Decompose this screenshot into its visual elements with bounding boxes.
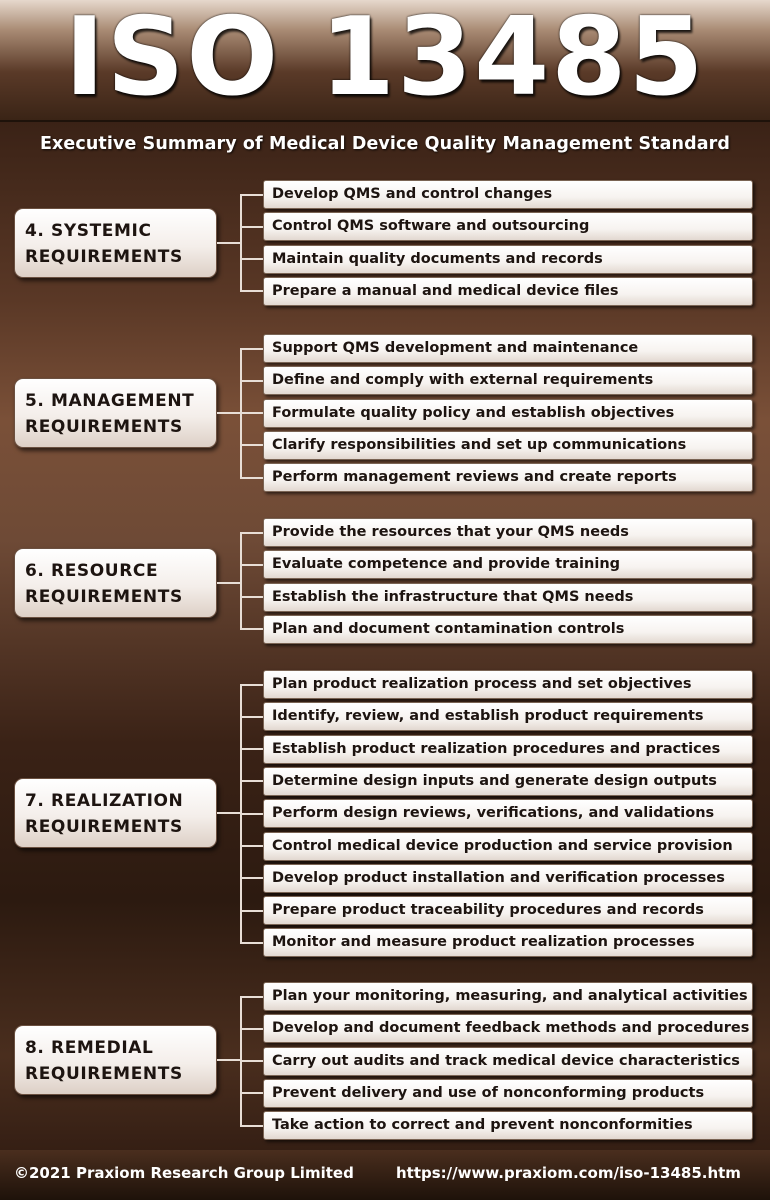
page-title: ISO 13485 [64,0,706,120]
connector-line [240,348,263,350]
title-banner [0,0,770,122]
requirement-item: Identify, review, and establish product requirements [263,702,753,731]
connector-line [217,242,241,244]
requirement-item: Clarify responsibilities and set up communications [263,431,753,460]
connector-line [240,533,242,631]
category-label: REQUIREMENTS [25,417,183,437]
requirement-item: Prepare product traceability procedures and records [263,896,753,925]
connector-line [240,813,263,815]
requirement-item: Perform design reviews, verifications, and validations [263,799,753,828]
connector-line [217,582,241,584]
connector-line [240,194,263,196]
category-label: REQUIREMENTS [25,817,183,837]
connector-line [240,444,263,446]
connector-line [240,290,263,292]
connector-line [240,380,263,382]
category-label: REQUIREMENTS [25,587,183,607]
requirement-item: Establish product realization procedures and practices [263,735,753,764]
connector-line [240,716,263,718]
requirement-item: Monitor and measure product realization processes [263,928,753,957]
category-box [14,778,217,848]
category-label: 8. REMEDIAL [25,1038,154,1058]
requirement-item: Support QMS development and maintenance [263,334,753,363]
connector-line [240,748,263,750]
connector-line [240,564,263,566]
connector-line [240,596,263,598]
connector-line [240,1028,263,1030]
connector-line [240,226,263,228]
category-box [14,1025,217,1095]
requirement-item: Develop QMS and control changes [263,180,753,209]
connector-line [217,1059,241,1061]
requirement-item: Develop product installation and verification processes [263,864,753,893]
connector-line [217,812,241,814]
requirement-item: Establish the infrastructure that QMS needs [263,583,753,612]
connector-line [240,942,263,944]
connector-line [240,477,263,479]
requirement-item: Carry out audits and track medical device characteristics [263,1047,753,1076]
connector-line [240,684,263,686]
category-label: REQUIREMENTS [25,1064,183,1084]
connector-line [240,1060,263,1062]
page-subtitle: Executive Summary of Medical Device Quality Management Standard [39,134,731,154]
category-box [14,378,217,448]
connector-line [240,1125,263,1127]
requirement-item: Develop and document feedback methods and procedures [263,1014,753,1043]
category-box [14,208,217,278]
footer-copyright: ©2021 Praxiom Research Group Limited [14,1164,354,1182]
category-label: 4. SYSTEMIC [25,221,152,241]
requirement-item: Control QMS software and outsourcing [263,212,753,241]
connector-line [240,628,263,630]
connector-line [240,845,263,847]
connector-line [240,910,263,912]
connector-line [217,412,241,414]
requirement-item: Plan your monitoring, measuring, and analytical activities [263,982,753,1011]
connector-line [240,877,263,879]
requirement-item: Formulate quality policy and establish objectives [263,399,753,428]
requirement-item: Perform management reviews and create reports [263,463,753,492]
requirement-item: Define and comply with external requirements [263,366,753,395]
category-label: 5. MANAGEMENT [25,391,195,411]
requirement-item: Determine design inputs and generate design outputs [263,767,753,796]
connector-line [240,532,263,534]
category-box [14,548,217,618]
requirement-item: Evaluate competence and provide training [263,550,753,579]
connector-line [240,996,263,998]
requirement-item: Control medical device production and service provision [263,832,753,861]
requirement-item: Prepare a manual and medical device files [263,277,753,306]
footer-url: https://www.praxiom.com/iso-13485.htm [396,1164,741,1182]
connector-line [240,780,263,782]
connector-line [240,1092,263,1094]
category-label: 6. RESOURCE [25,561,159,581]
category-label: 7. REALIZATION [25,791,184,811]
requirement-item: Plan and document contamination controls [263,615,753,644]
category-label: REQUIREMENTS [25,247,183,267]
requirement-item: Plan product realization process and set objectives [263,670,753,699]
connector-line [240,258,263,260]
requirement-item: Provide the resources that your QMS needs [263,518,753,547]
requirement-item: Maintain quality documents and records [263,245,753,274]
connector-line [240,412,263,414]
requirement-item: Prevent delivery and use of nonconforming products [263,1079,753,1108]
connector-line [240,195,242,293]
requirement-item: Take action to correct and prevent nonconformities [263,1111,753,1140]
